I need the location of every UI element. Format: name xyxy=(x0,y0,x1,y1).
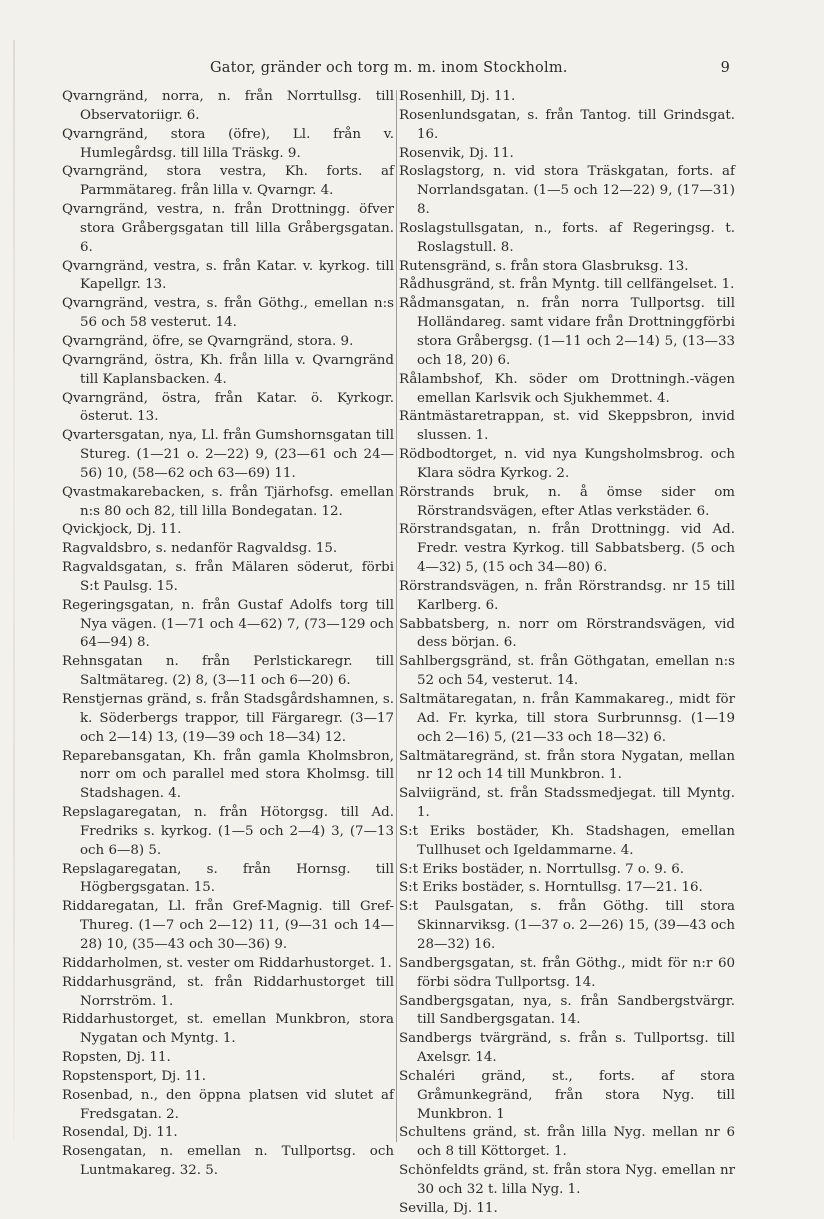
index-entry: Ragvaldsgatan, s. från Mälaren söderut, förbi S:t Paulsg. 15. xyxy=(62,560,394,594)
index-entry: Rödbodtorget, n. vid nya Kungsholmsbrog. och Klara södra Kyrkog. 2. xyxy=(399,447,735,481)
binding-edge-shadow xyxy=(13,40,15,1140)
index-entry: Rörstrandsvägen, n. från Rörstrandsg. nr 15 till Karlberg. 6. xyxy=(399,578,735,613)
index-entry: Schönfeldts gränd, st. från stora Nyg. emellan nr 30 och 32 t. lilla Nyg. 1. xyxy=(399,1163,735,1197)
index-entry: Rutensgränd, s. från stora Glasbruksg. 13. xyxy=(399,258,689,274)
index-entry: Rosenvik, Dj. 11. xyxy=(399,145,514,161)
index-entry: Riddaregatan, Ll. från Gref-Magnig. till Gref-Thureg. (1—7 och 2—12) 11, (9—31 och 14—28) 10, (35—43 och 30—36) 9. xyxy=(62,899,394,952)
index-entry: Renstjernas gränd, s. från Stadsgårdshamnen, s. k. Söderbergs trappor, till Färgaregr. (3—17 och 2—14) 13, (19—39 och 18—34) 12. xyxy=(62,692,394,745)
index-entry: Saltmätaregränd, st. från stora Nygatan, mellan nr 12 och 14 till Munkbron. 1. xyxy=(399,748,735,783)
index-entry: Qvarngränd, östra, från Katar. ö. Kyrkogr. österut. 13. xyxy=(62,390,394,425)
index-entry: Rosenhill, Dj. 11. xyxy=(399,89,516,104)
index-entry: Qvartersgatan, nya, Ll. från Gumshornsgatan till Stureg. (1—21 o. 2—22) 9, (23—61 och 24—56) 10, (58—62 och 63—69) 11. xyxy=(62,428,394,481)
index-entry: S:t Eriks bostäder, Kh. Stadshagen, emellan Tullhuset och Igeldammarne. 4. xyxy=(399,823,735,858)
index-entry: Qvarngränd, öfre, se Qvarngränd, stora. 9. xyxy=(62,333,354,349)
index-entry: S:t Eriks bostäder, n. Norrtullsg. 7 o. 9. 6. xyxy=(399,861,685,877)
index-entry: Riddarholmen, st. vester om Riddarhustorget. 1. xyxy=(62,955,392,971)
index-entry: Ropsten, Dj. 11. xyxy=(62,1050,171,1066)
index-entry: Rörstrands bruk, n. å ömse sider om Rörstrandsvägen, efter Atlas verkstäder. 6. xyxy=(399,484,735,519)
index-entry: Sandbergsgatan, st. från Göthg., midt för n:r 60 förbi södra Tullportsg. 14. xyxy=(399,955,735,990)
page-number: 9 xyxy=(720,60,730,76)
index-entry: Riddarhustorget, st. emellan Munkbron, stora Nygatan och Myntg. 1. xyxy=(62,1012,394,1047)
index-entry: Repslagaregatan, n. från Hötorgsg. till Ad. Fredriks s. kyrkog. (1—5 och 2—4) 3, (7—13 och 6—8) 5. xyxy=(62,805,394,858)
index-entry: Ropstensport, Dj. 11. xyxy=(62,1068,207,1084)
right-column xyxy=(399,88,735,1219)
index-entry: Saltmätaregatan, n. från Kammakareg., midt för Ad. Fr. kyrka, till stora Surbrunnsg. (1—19 och 2—16) 5, (21—33 och 18—32) 6. xyxy=(399,692,735,745)
index-entry: Sahlbergsgränd, st. från Göthgatan, emellan n:s 52 och 54, vesterut. 14. xyxy=(399,654,735,689)
index-entry: Qvarngränd, stora (öfre), Ll. från v. Humlegårdsg. till lilla Träskg. 9. xyxy=(62,126,394,161)
index-entry: Sevilla, Dj. 11. xyxy=(399,1200,498,1216)
index-entry: Qvarngränd, östra, Kh. från lilla v. Qvarngränd till Kaplansbacken. 4. xyxy=(62,352,394,387)
index-entry: Sandbergsgatan, nya, s. från Sandbergstvärgr. till Sandbergsgatan. 14. xyxy=(399,993,735,1028)
index-entry: Riddarhusgränd, st. från Riddarhustorget till Norrström. 1. xyxy=(62,974,394,1009)
index-entry: Rosengatan, n. emellan n. Tullportsg. och Luntmakareg. 32. 5. xyxy=(62,1144,394,1179)
index-entry: Rålambshof, Kh. söder om Drottningh.-vägen emellan Karlsvik och Sjukhemmet. 4. xyxy=(399,371,735,406)
index-entry: Sabbatsberg, n. norr om Rörstrandsvägen, vid dess början. 6. xyxy=(399,616,735,651)
index-entry: Qvarngränd, vestra, n. från Drottningg. öfver stora Gråbergsgatan till lilla Gråbergsgatan. 6. xyxy=(62,202,394,255)
index-entry: Qvastmakarebacken, s. från Tjärhofsg. emellan n:s 80 och 82, till lilla Bondegatan. 12. xyxy=(62,484,394,519)
index-entry: Qvarngränd, stora vestra, Kh. forts. af Parmmätareg. från lilla v. Qvarngr. 4. xyxy=(62,164,394,199)
index-entry: Regeringsgatan, n. från Gustaf Adolfs torg till Nya vägen. (1—71 och 4—62) 7, (73—129 och 64—94) 8. xyxy=(62,597,394,651)
index-entry: Räntmästaretrappan, st. vid Skeppsbron, invid slussen. 1. xyxy=(399,409,735,444)
index-entry: Rådhusgränd, st. från Myntg. till cellfängelset. 1. xyxy=(399,277,735,293)
index-entry: Qvarngränd, norra, n. från Norrtullsg. till Observatoriigr. 6. xyxy=(62,89,394,123)
index-entry: Repslagaregatan, s. från Hornsg. till Högbergsgatan. 15. xyxy=(62,861,394,896)
index-entry: S:t Paulsgatan, s. från Göthg. till stora Skinnarviksg. (1—37 o. 2—26) 15, (39—43 och 28—32) 16. xyxy=(399,899,735,952)
index-entry: Rosenlundsgatan, s. från Tantog. till Grindsgat. 16. xyxy=(399,107,735,142)
index-entry: Schaléri gränd, st., forts. af stora Gråmunkegränd, från stora Nyg. till Munkbron. 1 xyxy=(399,1068,735,1122)
index-entry: Schultens gränd, st. från lilla Nyg. mellan nr 6 och 8 till Köttorget. 1. xyxy=(399,1125,735,1160)
index-entry: Qvarngränd, vestra, s. från Katar. v. kyrkog. till Kapellgr. 13. xyxy=(62,258,394,293)
page-title: Gator, gränder och torg m. m. inom Stockholm. xyxy=(210,60,568,76)
index-entry: Rosendal, Dj. 11. xyxy=(62,1125,178,1141)
index-entry: Salviigränd, st. från Stadssmedjegat. till Myntg. 1. xyxy=(399,786,735,821)
index-entry: S:t Eriks bostäder, s. Horntullsg. 17—21. 16. xyxy=(399,880,703,896)
index-entry: Qvarngränd, vestra, s. från Göthg., emellan n:s 56 och 58 vesterut. 14. xyxy=(62,296,394,331)
index-entry: Rosenbad, n., den öppna platsen vid slutet af Fredsgatan. 2. xyxy=(62,1087,394,1122)
index-entry: Rådmansgatan, n. från norra Tullportsg. till Holländareg. samt vidare från Drottninggförbi stora Gråbergsg. (1—11 och 2—14) 5, (13—33 och 18, 20) 6. xyxy=(399,296,735,368)
index-entry: Rehnsgatan n. från Perlstickaregr. till Saltmätareg. (2) 8, (3—11 och 6—20) 6. xyxy=(62,654,394,689)
index-entry: Qvickjock, Dj. 11. xyxy=(62,522,182,538)
index-entry: Reparebansgatan, Kh. från gamla Kholmsbron, norr om och parallel med stora Kholmsg. till Stadshagen. 4. xyxy=(62,748,394,802)
column-divider xyxy=(396,90,397,1142)
index-entry: Rörstrandsgatan, n. från Drottningg. vid Ad. Fredr. vestra Kyrkog. till Sabbatsberg. (5 och 4—32) 5, (15 och 34—80) 6. xyxy=(399,522,735,576)
index-entry: Ragvaldsbro, s. nedanför Ragvaldsg. 15. xyxy=(62,541,338,557)
index-entry: Roslagstullsgatan, n., forts. af Regeringsg. t. Roslagstull. 8. xyxy=(399,220,735,255)
left-column xyxy=(62,88,394,1181)
index-entry: Sandbergs tvärgränd, s. från s. Tullportsg. till Axelsgr. 14. xyxy=(399,1031,735,1066)
index-entry: Roslagstorg, n. vid stora Träskgatan, forts. af Norrlandsgatan. (1—5 och 12—22) 9, (17—31) 8. xyxy=(399,164,735,218)
